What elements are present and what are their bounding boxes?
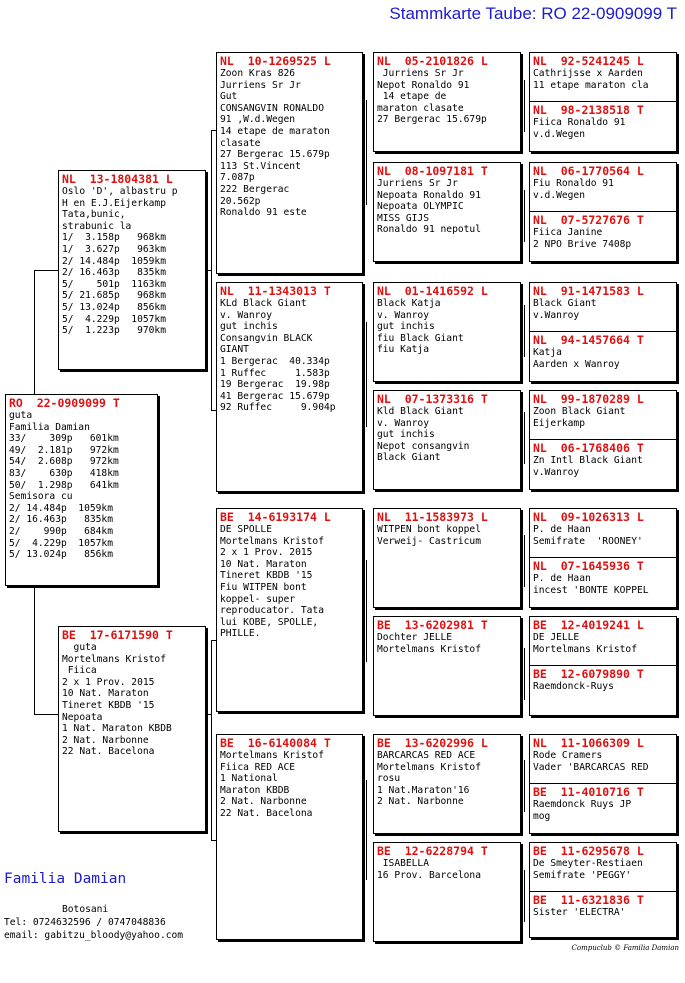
grandparent-card[interactable] — [216, 734, 363, 940]
card-line: v. Wanroy — [220, 309, 272, 321]
card-line: 19 Bergerac 19.98p — [220, 379, 330, 391]
grandparent-card[interactable] — [216, 282, 363, 492]
card-line: 2 Nat. Narbonne — [220, 796, 307, 808]
great-grandparent-card[interactable] — [373, 162, 521, 262]
card-lines — [533, 455, 673, 478]
card-lines — [533, 347, 673, 370]
card-line: 5/ 13.024p 856km — [9, 549, 113, 561]
ring-number: NL 08-1097181 T — [377, 164, 488, 178]
card-line: incest 'BONTE KOPPEL — [533, 584, 649, 596]
ancestor-dam[interactable] — [530, 439, 676, 479]
connector-line — [34, 270, 35, 394]
card-line: Tineret KBDB '15 — [62, 699, 155, 711]
ring-number: BE 14-6193174 L — [220, 510, 331, 524]
ancestor-pair-card[interactable] — [529, 282, 677, 382]
ring-number: NL 99-1870289 L — [533, 392, 644, 406]
ancestor-pair-card[interactable] — [529, 390, 677, 490]
card-lines — [9, 410, 154, 561]
ancestor-dam[interactable] — [530, 891, 676, 920]
ring-number: NL 92-5241245 L — [533, 54, 644, 68]
card-line: Nepoata Ronaldo 91 — [377, 189, 481, 201]
ring-number: BE 12-4019241 L — [533, 618, 644, 632]
card-line: PHILLE. — [220, 628, 261, 640]
card-line: KLd Black Giant — [220, 298, 307, 309]
ring-number: BE 12-6079890 T — [533, 667, 644, 681]
card-lines — [533, 750, 673, 773]
card-line: Mortelmans Kristof — [377, 643, 481, 655]
card-line: Jurriens Sr Jr — [220, 79, 301, 91]
card-line: Kld Black Giant — [377, 406, 464, 417]
ring-number: NL 01-1416592 L — [377, 284, 488, 298]
card-line: Maraton KBDB — [220, 784, 290, 796]
card-line: Nepoata OLYMPIC — [377, 201, 464, 213]
connector-line — [211, 640, 212, 840]
card-lines — [62, 642, 202, 758]
ring-number: BE 13-6202981 T — [377, 618, 488, 632]
ancestor-sire[interactable] — [530, 53, 676, 101]
card-line: Tineret KBDB '15 — [220, 570, 313, 582]
card-lines — [533, 858, 673, 881]
ring-number: NL 07-5727676 T — [533, 213, 644, 227]
card-line: 27 Bergerac 15.679p — [220, 149, 330, 161]
connector-line — [366, 780, 367, 880]
ancestor-dam[interactable] — [530, 557, 676, 597]
card-lines — [533, 907, 673, 919]
card-line: v.Wanroy — [533, 309, 580, 321]
card-line: 2/ 14.484p 1059km — [62, 255, 166, 267]
card-line: 50/ 1.298p 641km — [9, 479, 119, 491]
card-line: 54/ 2.608p 972km — [9, 456, 119, 468]
ancestor-dam[interactable] — [530, 331, 676, 371]
card-line: 7.087p — [220, 172, 255, 184]
card-lines — [533, 227, 673, 250]
card-line: 91 ,W.d.Wegen — [220, 114, 296, 126]
card-line: Mortelmans Kristof — [220, 750, 324, 761]
card-line: De Smeyter-Restiaen — [533, 858, 643, 869]
card-line: 2 Nat. Narbonne — [377, 796, 464, 808]
ring-number: BE 16-6140084 T — [220, 736, 331, 750]
connector-line — [34, 714, 59, 715]
card-line: v. Wanroy — [377, 417, 429, 429]
card-line: 20.562p — [220, 195, 261, 207]
card-line: Nepot consangvin — [377, 440, 470, 452]
card-line: Black Giant — [377, 452, 441, 464]
credit: Compuclub © Familia Damian — [571, 944, 679, 952]
card-line: Aarden x Wanroy — [533, 358, 620, 370]
card-lines — [377, 68, 517, 126]
card-lines — [220, 524, 359, 640]
card-line: 33/ 309p 601km — [9, 433, 119, 445]
card-line: rosu — [377, 773, 401, 785]
page-title: Stammkarte Taube: RO 22-0909099 T — [389, 4, 677, 23]
card-line: GIANT — [220, 344, 249, 356]
card-line: Familia Damian — [9, 421, 90, 433]
connector-line — [524, 412, 525, 464]
card-lines — [533, 681, 673, 693]
card-line: v. Wanroy — [377, 309, 429, 321]
ring-number: NL 98-2138518 T — [533, 103, 644, 117]
card-line: Black Katja — [377, 298, 441, 309]
card-line: Sister 'ELECTRA' — [533, 907, 626, 918]
ring-number: NL 11-1066309 L — [533, 736, 644, 750]
subject-card[interactable] — [5, 394, 158, 586]
connector-line — [34, 270, 59, 271]
card-line: Rode Cramers — [533, 750, 603, 761]
card-line: Raemdonck Ruys JP — [533, 799, 632, 810]
card-lines — [533, 178, 673, 201]
ring-number: NL 91-1471583 L — [533, 284, 644, 298]
connector-line — [524, 305, 525, 357]
ancestor-pair-card[interactable] — [529, 842, 677, 938]
card-line: Katja — [533, 347, 562, 358]
card-line: H en E.J.Eijerkamp — [62, 197, 166, 209]
card-lines — [377, 750, 517, 808]
card-line: 1/ 3.158p 968km — [62, 232, 166, 244]
card-lines — [220, 298, 359, 414]
card-line: fiu Katja — [377, 344, 429, 356]
card-line: 22 Nat. Bacelona — [62, 746, 155, 758]
ancestor-sire[interactable] — [530, 163, 676, 211]
card-line: Tata,bunic, — [62, 209, 126, 221]
card-line: Ronaldo 91 nepotul — [377, 224, 481, 236]
card-lines — [533, 524, 673, 547]
ancestor-dam[interactable] — [530, 101, 676, 141]
card-lines — [377, 524, 517, 547]
card-line: 1 Ruffec 1.583p — [220, 367, 330, 379]
great-grandparent-card[interactable] — [373, 52, 521, 152]
card-line: CONSANGVIN RONALDO — [220, 102, 324, 114]
ring-number: BE 12-6228794 T — [377, 844, 488, 858]
card-lines — [220, 750, 359, 820]
card-line: fiu Black Giant — [377, 332, 464, 344]
ring-number: NL 11-1583973 L — [377, 510, 488, 524]
card-line: v.Wanroy — [533, 466, 580, 478]
card-line: 1 National — [220, 773, 278, 785]
grandparent-card[interactable] — [216, 508, 363, 712]
card-line: 14 etape de — [377, 91, 447, 103]
card-lines — [220, 68, 359, 219]
card-line: Fiica RED ACE — [220, 761, 296, 773]
email: email: gabitzu_bloody@yahoo.com — [4, 930, 184, 941]
great-grandparent-card[interactable] — [373, 616, 521, 716]
card-line: Verweij- Castricum — [377, 535, 481, 547]
card-line: 41 Bergerac 15.679p — [220, 390, 330, 402]
ancestor-sire[interactable] — [530, 735, 676, 783]
ancestor-sire[interactable] — [530, 617, 676, 665]
card-lines — [533, 406, 673, 429]
card-line: P. de Haan — [533, 573, 591, 584]
card-line: Consangvin BLACK — [220, 332, 313, 344]
ring-number: NL 05-2101826 L — [377, 54, 488, 68]
connector-line — [524, 648, 525, 700]
card-line: Cathrijsse x Aarden — [533, 68, 643, 79]
card-lines — [533, 632, 673, 655]
card-line: strabunic la — [62, 220, 132, 232]
ancestor-sire[interactable] — [530, 283, 676, 331]
ring-number: NL 06-1768406 T — [533, 441, 644, 455]
card-lines — [377, 178, 517, 236]
connector-line — [366, 322, 367, 427]
card-line: Fiica Janine — [533, 227, 603, 238]
card-line: MISS GIJS — [377, 212, 429, 224]
ring-number: NL 11-1343013 T — [220, 284, 331, 298]
card-line: P. de Haan — [533, 524, 591, 535]
ancestor-pair-card[interactable] — [529, 162, 677, 262]
ring-number: NL 06-1770564 L — [533, 164, 644, 178]
ring-number: BE 17-6171590 T — [62, 628, 173, 642]
card-line: reproducator. Tata — [220, 605, 324, 617]
card-line: DE JELLE — [533, 632, 580, 643]
connector-line — [366, 100, 367, 205]
card-line: Zn Intl Black Giant — [533, 455, 643, 466]
city: Botosani — [62, 904, 109, 915]
card-line: 1 Nat.Maraton'16 — [377, 784, 470, 796]
card-line: Zoon Kras 826 — [220, 68, 296, 79]
card-line: v.d.Wegen — [533, 128, 585, 140]
ancestor-dam[interactable] — [530, 783, 676, 823]
card-line: 49/ 2.181p 972km — [9, 444, 119, 456]
great-grandparent-card[interactable] — [373, 282, 521, 382]
connector-line — [524, 760, 525, 812]
card-lines — [377, 406, 517, 464]
card-line: Semisora cu — [9, 491, 73, 503]
connector-line — [34, 586, 35, 714]
card-line: mog — [533, 810, 551, 822]
card-line: 5/ 501p 1163km — [62, 278, 166, 290]
card-line: Nepot Ronaldo 91 — [377, 79, 470, 91]
card-line: 83/ 630p 418km — [9, 467, 119, 479]
card-line: Nepoata — [62, 711, 103, 723]
card-line: 5/ 4.229p 1057km — [62, 313, 166, 325]
ancestor-sire[interactable] — [530, 843, 676, 891]
card-line: v.d.Wegen — [533, 189, 585, 201]
ancestor-dam[interactable] — [530, 211, 676, 251]
card-line: koppel- super — [220, 593, 296, 605]
card-line: 10 Nat. Maraton — [220, 558, 307, 570]
connector-line — [211, 130, 212, 270]
ancestor-sire[interactable] — [530, 509, 676, 557]
card-line: BARCARCAS RED ACE — [377, 750, 476, 761]
sire-card[interactable] — [58, 170, 206, 370]
card-line: DE SPOLLE — [220, 524, 272, 535]
card-line: 2 NPO Brive 7408p — [533, 238, 632, 250]
connector-line — [524, 870, 525, 922]
card-line: Mortelmans Kristof — [220, 535, 324, 547]
card-line: clasate — [220, 137, 261, 149]
card-lines — [377, 298, 517, 356]
card-line: guta — [9, 410, 33, 421]
card-line: Black Giant — [533, 298, 597, 309]
card-line: 2 x 1 Prov. 2015 — [220, 547, 313, 559]
ancestor-dam[interactable] — [530, 665, 676, 694]
card-line: 1 Nat. Maraton KBDB — [62, 723, 172, 735]
card-line: Fiu Ronaldo 91 — [533, 178, 614, 189]
card-lines — [62, 186, 202, 337]
card-line: Fiica Ronaldo 91 — [533, 117, 626, 128]
card-line: Jurriens Sr Jr — [377, 68, 464, 79]
card-line: Mortelmans Kristof — [533, 643, 637, 655]
ring-number: NL 94-1457664 T — [533, 333, 644, 347]
ancestor-pair-card[interactable] — [529, 616, 677, 716]
card-line: 10 Nat. Maraton — [62, 688, 149, 700]
ancestor-pair-card[interactable] — [529, 508, 677, 608]
card-line: 22 Nat. Bacelona — [220, 807, 313, 819]
card-lines — [533, 68, 673, 91]
card-line: 5/ 4.229p 1057km — [9, 537, 113, 549]
card-line: Oslo 'D', albastru p — [62, 186, 178, 197]
card-line: gut inchis — [377, 321, 435, 333]
card-lines — [533, 298, 673, 321]
card-line: Eijerkamp — [533, 417, 585, 429]
card-line: Mortelmans Kristof — [377, 761, 481, 773]
ring-number: BE 11-6321836 T — [533, 893, 644, 907]
card-line: 222 Bergerac — [220, 183, 290, 195]
card-lines — [533, 573, 673, 596]
card-line: 5/ 21.685p 968km — [62, 290, 166, 302]
card-line: 5/ 1.223p 970km — [62, 325, 166, 337]
card-lines — [377, 632, 517, 655]
card-line: Vader 'BARCARCAS RED — [533, 761, 649, 773]
ring-number: NL 10-1269525 L — [220, 54, 331, 68]
connector-line — [524, 190, 525, 242]
family-name: Familia Damian — [4, 871, 127, 887]
card-lines — [533, 799, 673, 822]
great-grandparent-card[interactable] — [373, 734, 521, 834]
ring-number: NL 13-1804381 L — [62, 172, 173, 186]
card-line: gut inchis — [220, 321, 278, 333]
card-line: guta — [62, 642, 97, 653]
ring-number: BE 13-6202996 L — [377, 736, 488, 750]
card-line: 14 etape de maraton — [220, 125, 330, 137]
card-line: maraton clasate — [377, 102, 464, 114]
card-line: Gut — [220, 91, 238, 103]
card-line: 2/ 990p 684km — [9, 525, 113, 537]
connector-line — [524, 80, 525, 132]
card-line: Jurriens Sr Jr — [377, 178, 458, 189]
connector-line — [524, 535, 525, 587]
card-line: Zoon Black Giant — [533, 406, 626, 417]
card-line: 2 x 1 Prov. 2015 — [62, 676, 155, 688]
card-line: Fiu WITPEN bont — [220, 581, 307, 593]
card-line: gut inchis — [377, 429, 435, 441]
telephone: Tel: 0724632596 / 0747048836 — [4, 917, 166, 928]
card-line: 1/ 3.627p 963km — [62, 243, 166, 255]
ring-number: RO 22-0909099 T — [9, 396, 120, 410]
card-line: 1 Bergerac 40.334p — [220, 355, 330, 367]
ancestor-pair-card[interactable] — [529, 52, 677, 152]
ring-number: NL 07-1373316 T — [377, 392, 488, 406]
great-grandparent-card[interactable] — [373, 390, 521, 490]
card-lines — [377, 858, 517, 881]
ancestor-pair-card[interactable] — [529, 734, 677, 834]
card-line: 2/ 14.484p 1059km — [9, 502, 113, 514]
card-line: 92 Ruffec 9.904p — [220, 402, 336, 414]
dam-card[interactable] — [58, 626, 206, 832]
card-lines — [533, 117, 673, 140]
card-line: 2/ 16.463p 835km — [62, 267, 166, 279]
card-line: ISABELLA — [377, 858, 429, 869]
card-line: Ronaldo 91 este — [220, 207, 307, 219]
connector-line — [211, 270, 212, 410]
ring-number: BE 11-4010716 T — [533, 785, 644, 799]
card-line: 5/ 13.024p 856km — [62, 301, 166, 313]
connector-line — [366, 560, 367, 662]
ancestor-sire[interactable] — [530, 391, 676, 439]
card-line: Raemdonck-Ruys — [533, 681, 614, 692]
ring-number: NL 09-1026313 L — [533, 510, 644, 524]
great-grandparent-card[interactable] — [373, 508, 521, 608]
card-line: 2 Nat. Narbonne — [62, 734, 149, 746]
ring-number: NL 07-1645936 T — [533, 559, 644, 573]
card-line: Mortelmans Kristof — [62, 653, 166, 665]
grandparent-card[interactable] — [216, 52, 363, 274]
card-line: 11 etape maraton cla — [533, 79, 649, 91]
card-line: Dochter JELLE — [377, 632, 453, 643]
great-grandparent-card[interactable] — [373, 842, 521, 942]
card-line: 16 Prov. Barcelona — [377, 869, 481, 881]
card-line: WITPEN bont koppel — [377, 524, 481, 535]
card-line: Semifrate 'ROONEY' — [533, 535, 643, 547]
ring-number: BE 11-6295678 L — [533, 844, 644, 858]
card-line: Semifrate 'PEGGY' — [533, 869, 632, 881]
card-line: 113 St.Vincent — [220, 160, 301, 172]
card-line: Fiica — [62, 665, 97, 677]
card-line: 2/ 16.463p 835km — [9, 514, 113, 526]
card-line: lui KOBE, SPOLLE, — [220, 616, 319, 628]
card-line: 27 Bergerac 15.679p — [377, 114, 487, 126]
